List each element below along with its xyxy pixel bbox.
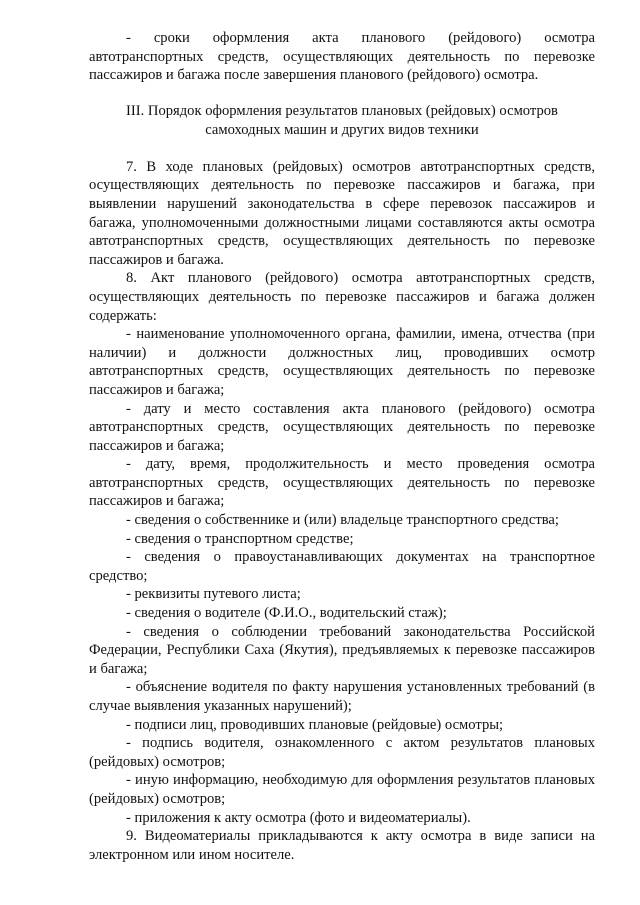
- list-item: - объяснение водителя по факту нарушения установленных требований (в случае выявления указанных нарушений);: [89, 679, 595, 714]
- list-item: - сведения о соблюдении требований законодательства Российской Федерации, Республики Саха (Якутия), предъявляемых к перевозке пассажиров и багажа;: [89, 623, 595, 677]
- list-item-deadline: - сроки оформления акта планового (рейдового) осмотра автотранспортных средств, осуществляющих деятельность по перевозке пассажиров и багажа после завершения планового (рейдового) осмотра.: [89, 30, 595, 84]
- list-item: - реквизиты путевого листа;: [126, 586, 301, 603]
- paragraph-8: 8. Акт планового (рейдового) осмотра автотранспортных средств, осуществляющих деятельность по перевозке пассажиров и багажа должен содержать:: [89, 270, 595, 324]
- list-item: - дату и место составления акта планового (рейдового) осмотра автотранспортных средств, осуществляющих деятельность по перевозке пассажиров и багажа;: [89, 400, 595, 454]
- section-heading-line-2: самоходных машин и других видов техники: [205, 121, 479, 138]
- list-item: - сведения о транспортном средстве;: [126, 530, 354, 547]
- list-item: - сведения о водителе (Ф.И.О., водительский стаж);: [126, 605, 447, 622]
- list-item: - сведения о собственнике и (или) владельце транспортного средства;: [126, 512, 559, 529]
- paragraph-7: 7. В ходе плановых (рейдовых) осмотров автотранспортных средств, осуществляющих деятельность по перевозке пассажиров и багажа, при выявлении нарушений законодательства в сфере перевозок пассажиров и багажа, уполномоченными должностными лицами составляются акты осмотра автотранспортных средств, осуществляющих деятельность по перевозке пассажиров и багажа.: [89, 158, 595, 268]
- list-item: - наименование уполномоченного органа, фамилии, имена, отчества (при наличии) и должности должностных лиц, проводивших осмотр автотранспортных средств, осуществляющих деятельность по перевозке пассажиров и багажа;: [89, 326, 595, 398]
- list-item: - сведения о правоустанавливающих документах на транспортное средство;: [89, 549, 595, 584]
- section-heading-line-1: III. Порядок оформления результатов плановых (рейдовых) осмотров: [126, 102, 558, 119]
- list-item: - приложения к акту осмотра (фото и видеоматериалы).: [126, 809, 471, 826]
- paragraph-9: 9. Видеоматериалы прикладываются к акту осмотра в виде записи на электронном или ином носителе.: [89, 828, 595, 863]
- list-item: - подписи лиц, проводивших плановые (рейдовые) осмотры;: [126, 716, 504, 733]
- list-item: - дату, время, продолжительность и место проведения осмотра автотранспортных средств, осуществляющих деятельность по перевозке пассажиров и багажа;: [89, 456, 595, 510]
- list-item: - подпись водителя, ознакомленного с актом результатов плановых (рейдовых) осмотров;: [89, 735, 595, 770]
- section-heading: [89, 102, 595, 140]
- list-item: - иную информацию, необходимую для оформления результатов плановых (рейдовых) осмотров;: [89, 772, 595, 807]
